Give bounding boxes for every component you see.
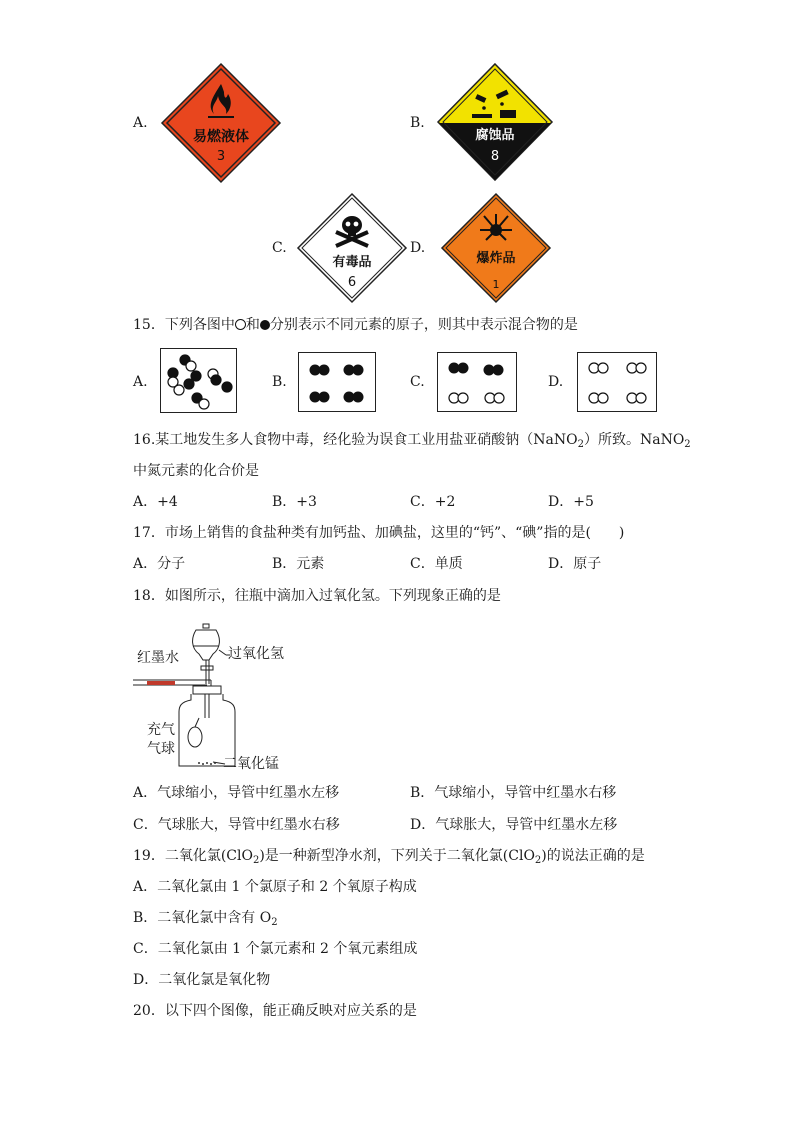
label-hydrogen-peroxide: 过氧化氢: [228, 646, 284, 662]
q16-option-c[interactable]: C．+2: [410, 494, 456, 510]
subscript: 2: [577, 439, 584, 450]
sign-number: 8: [490, 149, 500, 164]
hollow-atom-icon: [235, 319, 246, 330]
q19-option-b[interactable]: [133, 908, 278, 928]
label-red-ink: 红墨水: [137, 650, 179, 666]
q18-option-d[interactable]: D．气球胀大，导管中红墨水左移: [410, 817, 618, 833]
q15-stem: [133, 315, 578, 335]
question-number: 15．: [133, 317, 165, 333]
sign-number: 1: [492, 278, 500, 291]
q20-stem: 20．以下四个图像，能正确反映对应关系的是: [133, 1003, 417, 1019]
q19-option-a[interactable]: A．二氧化氯由 1 个氯原子和 2 个氧原子构成: [133, 879, 417, 895]
particle-diagram-d: [577, 352, 657, 412]
q19-option-d[interactable]: D．二氧化氯是氧化物: [133, 972, 271, 988]
q18-stem: 18．如图所示，往瓶中滴加入过氧化氢。下列现象正确的是: [133, 588, 501, 604]
stem-part: )是一种新型净水剂，下列关于二氧化氯(ClO: [259, 848, 535, 864]
sign-text: 爆炸品: [476, 251, 516, 266]
option-letter: D.: [410, 240, 426, 256]
option-letter: C.: [272, 240, 287, 256]
label-balloon-line2: 气球: [147, 741, 175, 757]
q17-option-b[interactable]: B．元素: [272, 556, 325, 572]
q18-option-b[interactable]: B．气球缩小，导管中红墨水右移: [410, 785, 617, 801]
molecules-graphic: [578, 353, 655, 410]
q18-option-c[interactable]: C．气球胀大，导管中红墨水右移: [133, 817, 340, 833]
q16-option-a[interactable]: A．+4: [133, 494, 178, 510]
apparatus-diagram: [133, 612, 333, 777]
q16-stem-line2: 中氮元素的化合价是: [133, 463, 259, 479]
q19-stem: [133, 846, 645, 866]
sign-text: 易燃液体: [193, 129, 249, 145]
subscript: 2: [534, 855, 542, 866]
sign-text: 有毒品: [332, 255, 372, 270]
stem-part: 16.某工地发生多人食物中毒，经化验为误食工业用盐亚硝酸钠（NaNO: [133, 432, 578, 448]
subscript: 2: [684, 439, 691, 450]
particle-diagram-b: [298, 352, 376, 412]
q16-option-d[interactable]: D．+5: [548, 494, 594, 510]
subscript: 2: [252, 855, 260, 866]
molecules-graphic: [161, 349, 235, 411]
explosive-sign: [440, 192, 552, 304]
option-letter: A.: [133, 374, 148, 390]
option-letter: A.: [133, 115, 148, 131]
subscript: 2: [271, 917, 278, 928]
sign-number: 3: [216, 149, 226, 164]
q16-stem-line1: [133, 430, 691, 450]
stem-part: 下列各图中: [164, 317, 235, 333]
q17-option-a[interactable]: A．分子: [133, 556, 186, 572]
sign-text: 腐蚀品: [475, 128, 515, 143]
sign-number: 6: [347, 275, 357, 290]
q16-option-b[interactable]: B．+3: [272, 494, 317, 510]
stem-part: ）所致。NaNO: [583, 432, 685, 448]
option-text: B．二氧化氯中含有 O: [133, 910, 272, 926]
stem-part: 和: [245, 317, 260, 333]
stem-part: 分别表示不同元素的原子，则其中表示混合物的是: [269, 317, 578, 333]
q19-option-c[interactable]: C．二氧化氯由 1 个氯元素和 2 个氧元素组成: [133, 941, 418, 957]
particle-diagram-c: [437, 352, 517, 412]
option-letter: B.: [272, 374, 287, 390]
molecules-graphic: [438, 353, 515, 410]
molecules-graphic: [299, 353, 374, 410]
solid-atom-icon: [260, 320, 270, 330]
particle-diagram-a: [160, 348, 237, 413]
option-letter: B.: [410, 115, 425, 131]
q18-option-a[interactable]: A．气球缩小，导管中红墨水左移: [133, 785, 340, 801]
q17-option-d[interactable]: D．原子: [548, 556, 602, 572]
option-letter: D.: [548, 374, 564, 390]
stem-part: )的说法正确的是: [541, 848, 645, 864]
toxic-sign: [296, 192, 408, 304]
stem-part: 19．二氧化氯(ClO: [133, 848, 253, 864]
corrosive-sign: [436, 62, 554, 182]
q17-stem: 17．市场上销售的食盐种类有加钙盐、加碘盐，这里的“钙”、“碘”指的是( ): [133, 525, 625, 541]
label-manganese-dioxide: 二氧化锰: [223, 756, 279, 772]
option-letter: C.: [410, 374, 425, 390]
flask-setup-graphic: [133, 612, 333, 777]
flammable-liquid-sign: [160, 62, 282, 184]
label-balloon-line1: 充气: [147, 722, 175, 738]
q17-option-c[interactable]: C．单质: [410, 556, 463, 572]
